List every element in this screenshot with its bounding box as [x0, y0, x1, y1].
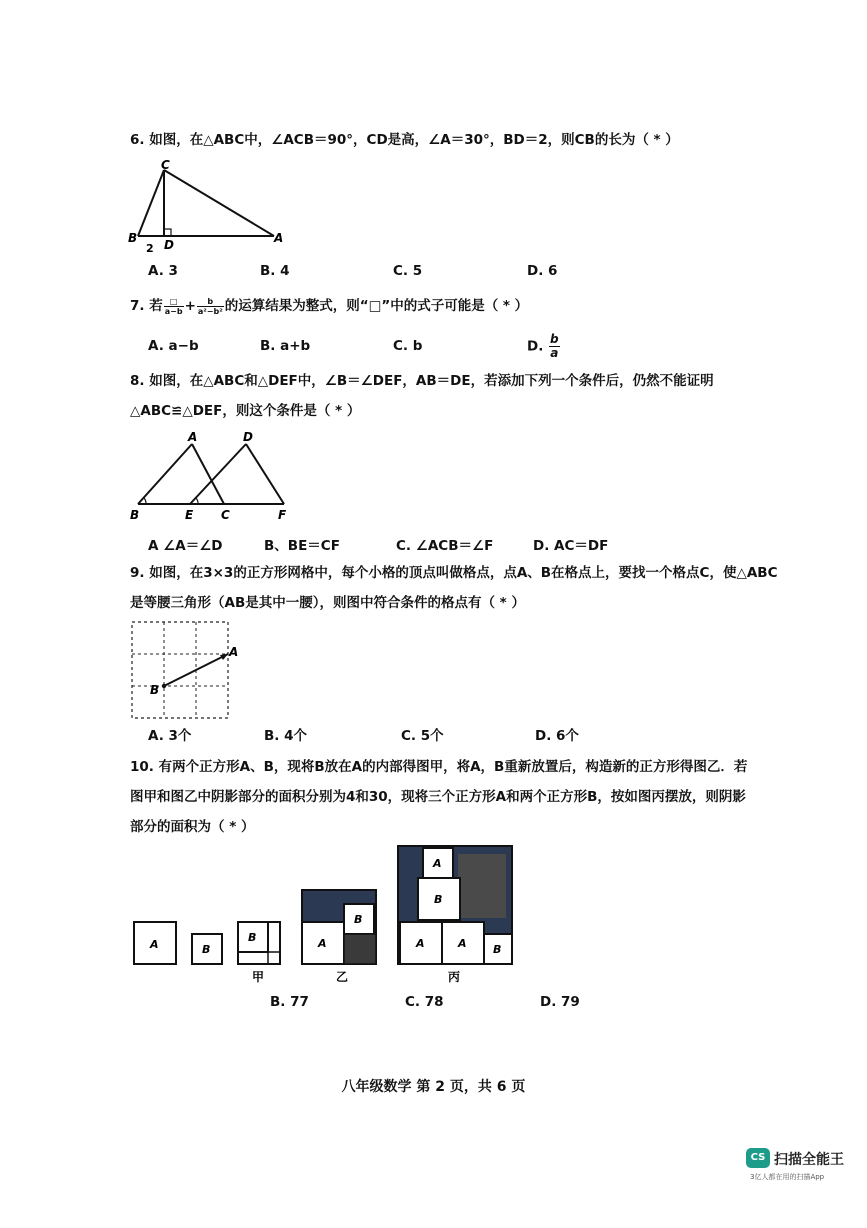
cs-logo-icon: CS — [746, 1148, 770, 1168]
q9-option-c: C. 5个 — [401, 728, 444, 744]
question-9-line-1: 9. 如图，在3×3的正方形网格中，每个小格的顶点叫做格点，点A、B在格点上，要找一个格点C，使△ABC — [130, 565, 778, 581]
q8-triangles-figure — [128, 430, 298, 522]
q7-prefix: 7. 若 — [130, 298, 163, 314]
q7-option-c: C. b — [393, 338, 423, 354]
q7-option-d — [527, 333, 561, 360]
question-9-line-2: 是等腰三角形（AB是其中一腰），则图中符合条件的格点有（ * ） — [130, 595, 525, 611]
question-10-line-1: 10. 有两个正方形A、B，现将B放在A的内部得图甲，将A，B重新放置后，构造新的正方形得图乙．若 — [130, 759, 748, 775]
q8-label-a: A — [188, 430, 198, 444]
q10-label-b1: B — [202, 943, 211, 956]
q8-label-c: C — [221, 508, 230, 522]
question-10-line-3: 部分的面积为（ * ） — [130, 819, 255, 835]
q7-option-b: B. a+b — [260, 338, 311, 354]
q10-label-a3: B — [434, 893, 443, 906]
q10-squares-figure — [128, 842, 528, 984]
q7-fraction-2 — [197, 297, 224, 316]
q8-label-f: F — [278, 508, 287, 522]
q9-option-a: A. 3个 — [148, 728, 192, 744]
q7-frac2-den: a²−b² — [197, 306, 223, 316]
q7-plus: + — [184, 298, 196, 314]
q6-label-c: C — [161, 158, 170, 172]
q6-option-a: A. 3 — [148, 263, 178, 279]
q7-optd-label: D. — [527, 338, 544, 355]
q7-frac2-num: b — [197, 297, 224, 307]
q10-label-a2: A — [318, 937, 327, 950]
badge-app-name: 扫描全能王 — [774, 1152, 844, 1168]
q8-label-b: B — [130, 508, 140, 522]
question-7-text — [130, 296, 528, 316]
q10-label-a5: A — [458, 937, 467, 950]
q6-triangle-figure — [128, 158, 298, 255]
q9-grid-figure — [128, 616, 248, 722]
q6-option-d: D. 6 — [527, 263, 558, 279]
q7-optd-num: b — [550, 332, 559, 346]
q8-option-b: B、BE＝CF — [264, 538, 340, 554]
q6-option-c: C. 5 — [393, 263, 423, 279]
q8-option-c: C. ∠ACB＝∠F — [396, 538, 494, 554]
q7-frac1-num: □ — [164, 297, 184, 307]
q7-frac1-den: a−b — [164, 306, 183, 316]
q10-label-b2: B — [248, 931, 257, 944]
q8-label-d: D — [243, 430, 253, 444]
question-10-line-2: 图甲和图乙中阴影部分的面积分别为4和30，现将三个正方形A和两个正方形B，按如图丙摆放，则阴影 — [130, 789, 746, 805]
q10-option-b: B. 77 — [270, 994, 309, 1010]
q9-label-a: A — [229, 645, 239, 659]
q7-suffix: 的运算结果为整式，则“□”中的式子可能是（ * ） — [224, 298, 529, 314]
q6-option-b: B. 4 — [260, 263, 290, 279]
q7-optd-fraction — [549, 333, 560, 360]
q9-option-b: B. 4个 — [264, 728, 308, 744]
page-footer: 八年级数学 第 2 页，共 6 页 — [341, 1079, 526, 1095]
q7-optd-den: a — [550, 346, 559, 360]
q7-fraction-1 — [164, 297, 184, 316]
q9-label-b: B — [150, 683, 160, 697]
q6-label-a: A — [274, 231, 284, 245]
q8-label-e: E — [185, 508, 194, 522]
q6-label-d: D — [164, 238, 174, 252]
q6-label-b: B — [128, 231, 138, 245]
q9-option-d: D. 6个 — [535, 728, 579, 744]
q10-label-a1: A — [150, 938, 159, 951]
q8-option-a: A ∠A＝∠D — [148, 538, 223, 554]
q10-label-b3: B — [354, 913, 363, 926]
badge-tagline: 3亿人都在用的扫描App — [750, 1173, 825, 1181]
q8-option-d: D. AC＝DF — [533, 538, 609, 554]
q10-label-a4: A — [416, 937, 425, 950]
question-6-text: 6. 如图，在△ABC中，∠ACB＝90°，CD是高，∠A＝30°，BD＝2，则CB的长为（ * ） — [130, 132, 679, 148]
q10-option-c: C. 78 — [405, 994, 444, 1010]
q10-label-yi: 乙 — [336, 970, 349, 984]
q10-option-d: D. 79 — [540, 994, 580, 1010]
q7-option-a: A. a−b — [148, 338, 199, 354]
q10-label-bing: 丙 — [448, 970, 461, 984]
q10-label-jia: 甲 — [252, 970, 265, 984]
q10-label-b4: A — [433, 857, 442, 870]
q6-label-2: 2 — [146, 242, 154, 255]
question-8-line-1: 8. 如图，在△ABC和△DEF中，∠B＝∠DEF，AB＝DE，若添加下列一个条件后，仍然不能证明 — [130, 373, 714, 389]
question-8-line-2: △ABC≌△DEF，则这个条件是（ * ） — [130, 403, 361, 419]
q10-label-b5: B — [493, 943, 502, 956]
